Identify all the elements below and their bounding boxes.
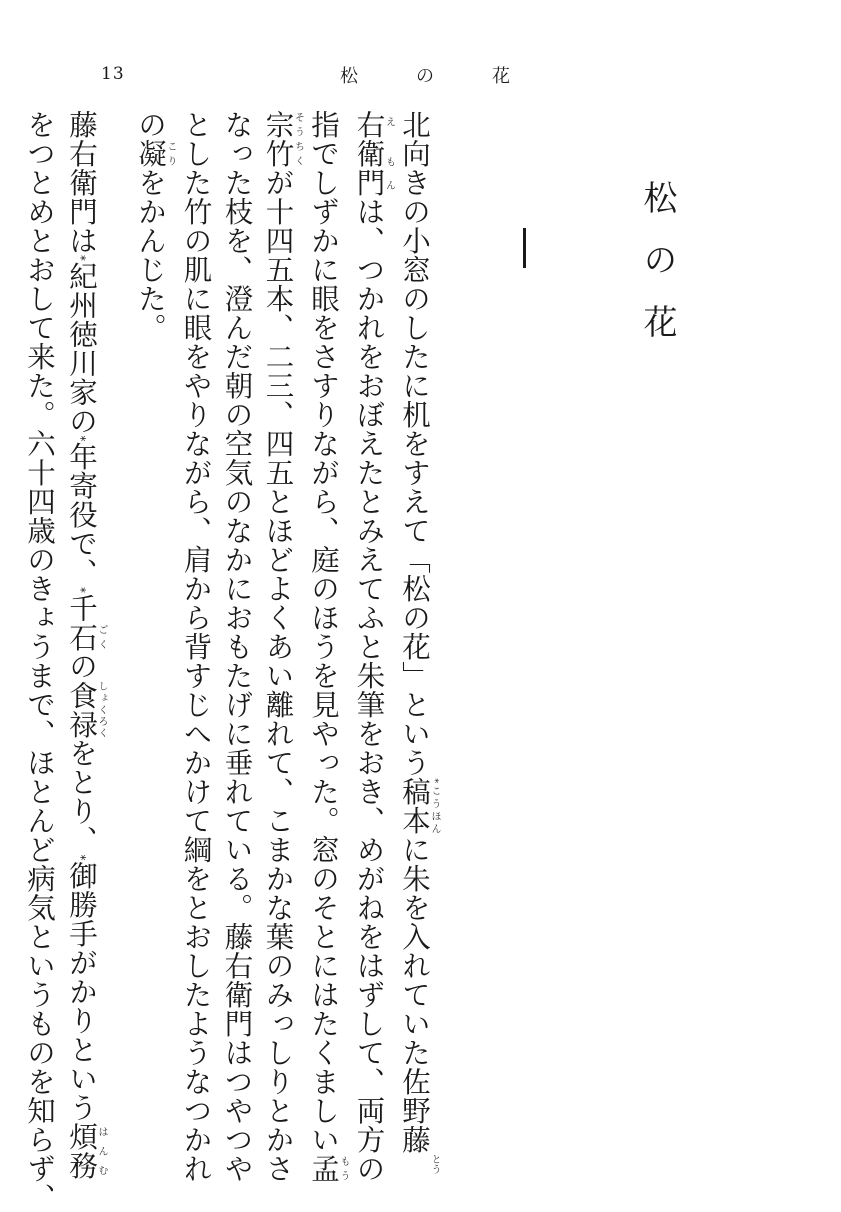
ruby-kouhon: 稿本*こうほん bbox=[398, 777, 440, 835]
running-head-char-2: の bbox=[416, 66, 434, 87]
text-column-2: 右衛門え もんは、つかれをおぼえたとみえてふと朱筆をおき、めがねをはずして、両方の bbox=[352, 110, 395, 1183]
body-text bbox=[19, 110, 463, 1212]
ruby-mou: 孟もう bbox=[307, 1154, 349, 1183]
note-mark: * bbox=[74, 854, 88, 861]
text-column-4: 宗竹そうちくが十四五本、二三、四五とほどよくあい離れて、こまかな葉のみっしりとかさ bbox=[261, 110, 304, 1183]
note-mark: * bbox=[74, 255, 88, 262]
ruby-souchiku: 宗竹そうちく bbox=[261, 110, 304, 168]
ruby-hanmu: 煩務はんむ bbox=[65, 1122, 107, 1180]
section-number bbox=[508, 228, 542, 268]
text-column-6: とした竹の肌に眼をやりながら、肩から背すじへかけて綱をとおしたようなつかれ bbox=[179, 110, 213, 1183]
running-head-char-3: 花 bbox=[492, 66, 510, 87]
section-number-mark bbox=[523, 228, 526, 268]
note-mark: * bbox=[74, 435, 88, 442]
section-number-text bbox=[508, 228, 509, 229]
page-number: 13 bbox=[101, 64, 125, 84]
text-column-7: の凝こりをかんじた。 bbox=[134, 110, 176, 342]
ruby-emon: 右衛門え もん bbox=[352, 110, 395, 197]
running-head bbox=[340, 62, 510, 88]
text-column-5: なった枝を、澄んだ朝の空気のなかにおもたげに垂れている。藤右衛門はつやつや bbox=[220, 110, 254, 1183]
ruby-shokuroku: 食禄しょくろく bbox=[65, 680, 107, 739]
ruby-goku: 石ごく bbox=[65, 622, 107, 652]
text-column-3: 指でしずかに眼をさすりながら、庭のほうを見やった。窓のそとにはたくましい孟もう bbox=[307, 110, 349, 1183]
ruby-tou: とう bbox=[429, 1154, 440, 1174]
text-column-1: 北向きの小窓のしたに机をすえて「松の花」という稿本*こうほんに朱を入れていた佐野藤とう bbox=[398, 110, 440, 1174]
ruby-kori: 凝こり bbox=[134, 139, 176, 168]
text-column-8: 藤右衛門は*紀州徳川家の*年寄役で、*千石ごくの食禄しょくろくをとり、*御勝手がかりという煩務はんむ bbox=[65, 110, 107, 1180]
chapter-title: 松の花 bbox=[637, 180, 677, 366]
text-column-9: をつとめとおして来た。六十四歳のきょうまで、ほとんど病気というものを知らず、 bbox=[23, 110, 56, 1212]
running-head-char-1: 松 bbox=[340, 66, 358, 87]
note-mark: * bbox=[74, 587, 88, 594]
